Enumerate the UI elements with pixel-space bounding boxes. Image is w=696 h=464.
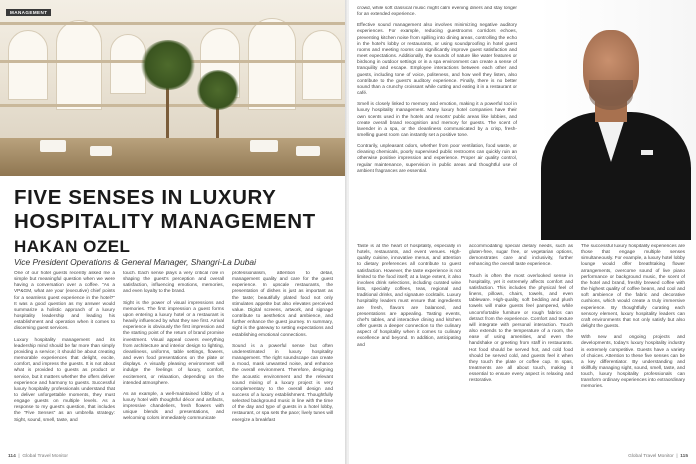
left-column-2 bbox=[123, 271, 224, 451]
left-column-1 bbox=[14, 271, 115, 451]
right-column-1 bbox=[357, 244, 461, 452]
right-upper-column bbox=[357, 6, 517, 238]
publication-name: Global Travel Monitor bbox=[628, 454, 674, 459]
paragraph: With new and ongoing projects and developments, today's luxury hospitality industry is extremely competitive. Guests have a variety of choices. Attention to these five senses can be a key differentiator. By understanding and skillfully managing sight, sound, smell, taste, and touch, luxury hospitality professionals can transform ordinary experiences into extraordinary memories. bbox=[581, 335, 685, 390]
left-page bbox=[0, 0, 347, 464]
left-column-3 bbox=[232, 271, 333, 451]
paragraph: professionalism, attention to detail, management quality and care for the guest experience. In upscale restaurants, the presentation of dishes is just as important as the taste; beautifully plated food not only stimulates appetite but also elevates perceived value. Digital screens, artwork, and signage contribute to aesthetics and ambience, and further enhance the guest journey. In summary, sight is the gateway to setting expectations and establishing emotional connections. bbox=[232, 271, 333, 338]
article-title: FIVE SENSES IN LUXURY HOSPITALITY MANAGEMENT bbox=[14, 186, 316, 233]
left-columns bbox=[14, 271, 334, 451]
right-column-2 bbox=[469, 244, 573, 452]
paragraph: As an example, a well-maintained lobby of a luxury hotel with thoughtful décor and artifacts, impressive chandeliers, fresh flowers with unique blends and presentations, and welcoming colors immediately communicate bbox=[123, 391, 224, 422]
paragraph: One of our hotel guests recently asked me a simple but meaningful question when we were having a conversation over a coffee. "As a VP&GM, what are your (executive) chief points for a seamless guest experience in the hotel?" It was a good question as my answer would summarize a holistic approach of a luxury hospitality leadership and leading his establishment and operation when it comes to discerning guest services. bbox=[14, 271, 115, 332]
publication-name: Global Travel Monitor bbox=[22, 454, 68, 459]
page-number: 115 bbox=[680, 454, 688, 459]
footer-left: 114 | Global Travel Monitor bbox=[8, 454, 68, 459]
paragraph: touch. Each sense plays a very critical role in shaping the guest's perception and overall satisfaction, influencing emotions, memories, and even loyalty to the brand. bbox=[123, 271, 224, 295]
paragraph: Touch is often the most overlooked sense in hospitality, yet it extremely affects comfort and satisfaction. This includes the physical feel of linens, pillows, chairs, towels, and even tableware. High-quality, soft bedding and plush towels will make guests feel pampered, while uncomfortable furniture or rough fabrics can detract from the experience. Comfort and texture will integrate with personal interaction. Touch also extends to the temperature of a room, the ease of using amenities, and even the handshake or greeting from staff in restaurants. Hot food should be served hot, and cold food should be served cold, and guests feel it when they touch the plate or coffee cup. In spas, treatments are all about touch, making it essential to ensure every aspect is relaxing and restorative. bbox=[469, 273, 573, 384]
hotel-lobby-photo bbox=[0, 0, 347, 176]
paragraph: Contrarily, unpleasant odors, whether from poor ventilation, food waste, or cleaning chemicals, poorly supervised public restrooms can quickly ruin an otherwise positive impression and experience. Proper air quality control, regular maintenance, supervision in public areas and thoughtful use of ambient fragrances are essential. bbox=[357, 144, 517, 174]
paragraph: Sight is the power of visual impressions and memories. The first impression a guest forms upon entering a luxury hotel or a restaurant is heavily influenced by what they see first. Arrival experience is obviously the first impression and the starting point of the return of brand promise investment. Visual appeal covers everything from architecture and interior design to lighting, cleanliness, uniforms, table settings, flowers, and even food presentations on the plate or displays. A visually pleasing environment will indulge the feelings of luxury, comfort, excitement, or relaxation, depending on the intended atmosphere. bbox=[123, 300, 224, 386]
right-page bbox=[349, 0, 696, 464]
author-role: Vice President Operations & General Manager, Shangri-La Dubai bbox=[14, 257, 256, 267]
footer-right: Global Travel Monitor | 115 bbox=[628, 454, 688, 459]
section-tag: MANAGEMENT bbox=[6, 9, 51, 16]
paragraph: The successful luxury hospitality experiences are those that engage multiple senses simultaneously. For example, a luxury hotel lobby lounge would offer breathtaking flower arrangements, overcome sound of live piano performance or background music, the scent of the hotel and brand, freshly brewed coffee with the highest quality of coffee beans, and cool and soft ambience of the fabric and decorative cushions, which would create a truly immersive experience. By thoughtfully curating each sensory element, luxury hospitality leaders can craft environments that not only satisfy but also delight the guests. bbox=[581, 244, 685, 330]
paragraph: crowd, while soft classical music might calm evening diners and stay longer for an extended experience. bbox=[357, 6, 517, 18]
page-number: 114 bbox=[8, 454, 16, 459]
right-column-3 bbox=[581, 244, 685, 452]
right-lower-columns bbox=[357, 244, 687, 452]
author-portrait bbox=[521, 0, 696, 240]
paragraph: Sound is a powerful sense but often underestimated in luxury hospitality management. The right soundscape can create a mood, mask unwanted noise, and enhance the overall environment. Therefore, designing the acoustic environment and the relevant sound mixing of a luxury project is very complementary to the overall design and success of a luxury establishment. Thoughtfully selected background music in line with the time of the day and type of guests in a hotel lobby, restaurant, or spa sets the pace; lively tunes will energize a breakfast bbox=[232, 343, 333, 423]
paragraph: Effective sound management also involves minimizing negative auditory experiences. For example, reducing guestrooms corridors echoes, preventing kitchen noise from spilling into dining areas, controlling the echo in the hotel's lobby or restaurants, or using soundproofing in hotel guest rooms and meeting rooms can significantly improve guest satisfaction and meet expectations. Additionally, the sounds of nature like water features or birdsong in outdoor settings or in a spa environment can create a sense of tranquility and escape. Employee interactions between each other and guests, including tone of voice, politeness, and how well they listen, also contribute to the guest's auditory experience. Finally, there is no better sound than a crunchy croissant while cutting and eating it in a restaurant or café. bbox=[357, 23, 517, 97]
paragraph: Taste is at the heart of hospitality, especially in hotels, restaurants, and event venues. High-quality cuisine, innovative menus, and attention to dietary preferences all contribute to guest satisfaction. However, the taste experience is not limited to the food itself; at a large extent, it also involves drink selections, including curated wine lists, specialty coffees, teas, regional and traditional drinks, and signature cocktails. Luxury hospitality leaders must ensure that ingredients are fresh, flavors are balanced, and presentations are appealing. Tasting events, chef's tables, and interactive dining and kitchen offer guests a deeper connection to the culinary aspect of hospitality when it comes to culinary excellence and beyond. In addition, anticipating and bbox=[357, 244, 461, 348]
author-name: HAKAN OZEL bbox=[14, 237, 131, 256]
paragraph: Luxury hospitality management and its leadership mind should be far more than simply providing a service; it should be about creating memorable experiences that delight, excite, comfort, and impress the guests. It is not about what is provided to guests as product or service, but it matters whether the offers deliver experience and harmony to guests. Successful luxury hospitality professionals understand that to deliver unforgettable moments, they must engage guests on multiple levels. As a response to my guest's question, that includes the "Five Senses" as an umbrella strategy: Sight, sound, smell, taste, and bbox=[14, 337, 115, 423]
paragraph: accommodating special dietary needs, such as gluten-free, sugar free, or vegetarian options, demonstrates care and inclusivity, further enhancing the overall taste experience. bbox=[469, 244, 573, 268]
paragraph: Smell is closely linked to memory and emotion, making it a powerful tool in luxury hospitality management. Many luxury hotel companies have their own scents used in the hotels and resorts' public areas like lobbies, and create overall brand recognition and memory for guests. The scent of lavender in a spa, or the cleanliness communicated by a crisp, fresh-smelling guest room can instantly set a positive tone. bbox=[357, 102, 517, 138]
